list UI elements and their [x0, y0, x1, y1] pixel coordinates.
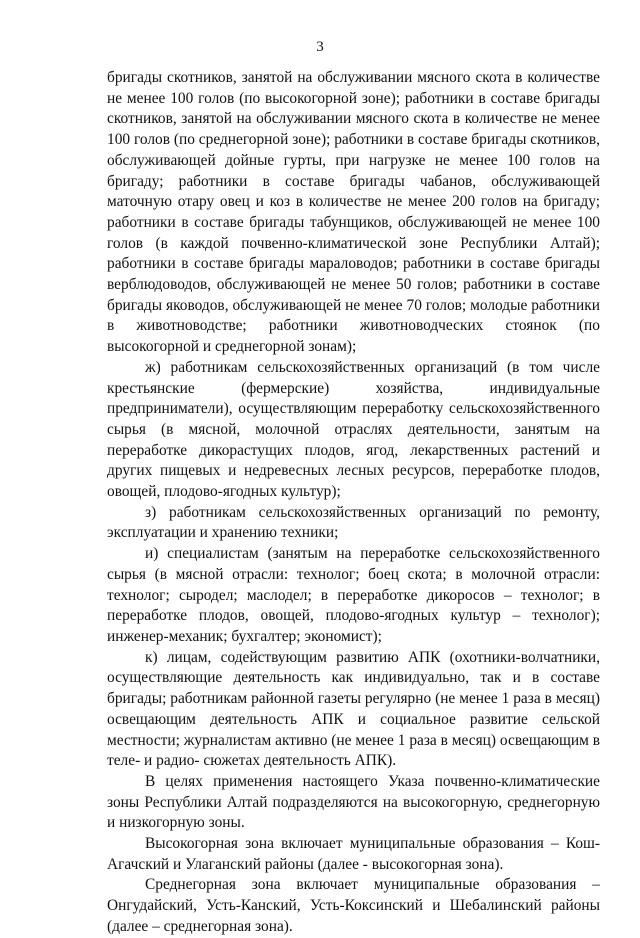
paragraph-zones-intro: В целях применения настоящего Указа почвенно-климатические зоны Республики Алтай подразделяются на высокогорную, среднегорную и низкогорную зоны. — [107, 772, 600, 832]
page-number: 3 — [316, 39, 324, 55]
paragraph-highland-zone: Высокогорная зона включает муниципальные образования – Кош-Агачский и Улаганский районы (далее - высокогорная зона). — [107, 835, 600, 873]
paragraph-item-i: и) специалистам (занятым на переработке сельскохозяйственного сырья (в мясной отрасли: технолог; боец скота; в молочной отрасли: технолог; сыродел; маслодел; в переработке дикоросов – технолог; в переработке плодов, овощей, плодово-ягодных культур – технолог); инженер-механик; бухгалтер; экономист); — [107, 545, 600, 645]
document-body — [107, 68, 600, 938]
paragraph-livestock-workers: бригады скотников, занятой на обслуживании мясного скота в количестве не менее 100 голов (по высокогорной зоне); работники в составе бригады скотников, занятой на обслуживании мясного скота в количестве не менее 100 голов (по среднегорной зоне); работники в составе бригады скотников, обслуживающей дойные гурты, при нагрузке не менее 100 голов на бригаду; работники в составе бригады чабанов, обслуживающей маточную отару овец и коз в количестве не менее 200 голов на бригаду; работники в составе бригады табунщиков, обслуживающей не менее 100 голов (в каждой почвенно-климатической зоне Республики Алтай); работники в составе бригады мараловодов; работники в составе бригады верблюдоводов, обслуживающей не менее 50 голов; работники в составе бригады яководов, обслуживающей не менее 70 голов; молодые работники в животноводстве; работники животноводческих стоянок (по высокогорной и среднегорной зонам); — [107, 69, 600, 356]
paragraph-midland-zone: Среднегорная зона включает муниципальные образования – Онгудайский, Усть-Канский, Усть-Коксинский и Шебалинский районы (далее – среднегорная зона). — [107, 876, 600, 935]
paragraph-item-k: к) лицам, содействующим развитию АПК (охотники-волчатники, осуществляющие деятельность как индивидуально, так и в составе бригады; работникам районной газеты регулярно (не менее 1 раза в месяц) освещающим деятельность АПК и социальное развитие сельской местности; журналистам активно (не менее 1 раза в месяц) освещающим в теле- и радио- сюжетах деятельность АПК). — [107, 648, 600, 770]
paragraph-item-z: з) работникам сельскохозяйственных организаций по ремонту, эксплуатации и хранению техники; — [107, 503, 600, 542]
paragraph-item-zh: ж) работникам сельскохозяйственных организаций (в том числе крестьянские (фермерские) хозяйства, индивидуальные предприниматели), осуществляющим переработку сельскохозяйственного сырья (в мясной, молочной отраслях деятельности, занятым на переработке дикорастущих плодов, ягод, лекарственных растений и других пищевых и недревесных лесных ресурсов, переработке плодов, овощей, плодово-ягодных культур); — [107, 358, 600, 501]
